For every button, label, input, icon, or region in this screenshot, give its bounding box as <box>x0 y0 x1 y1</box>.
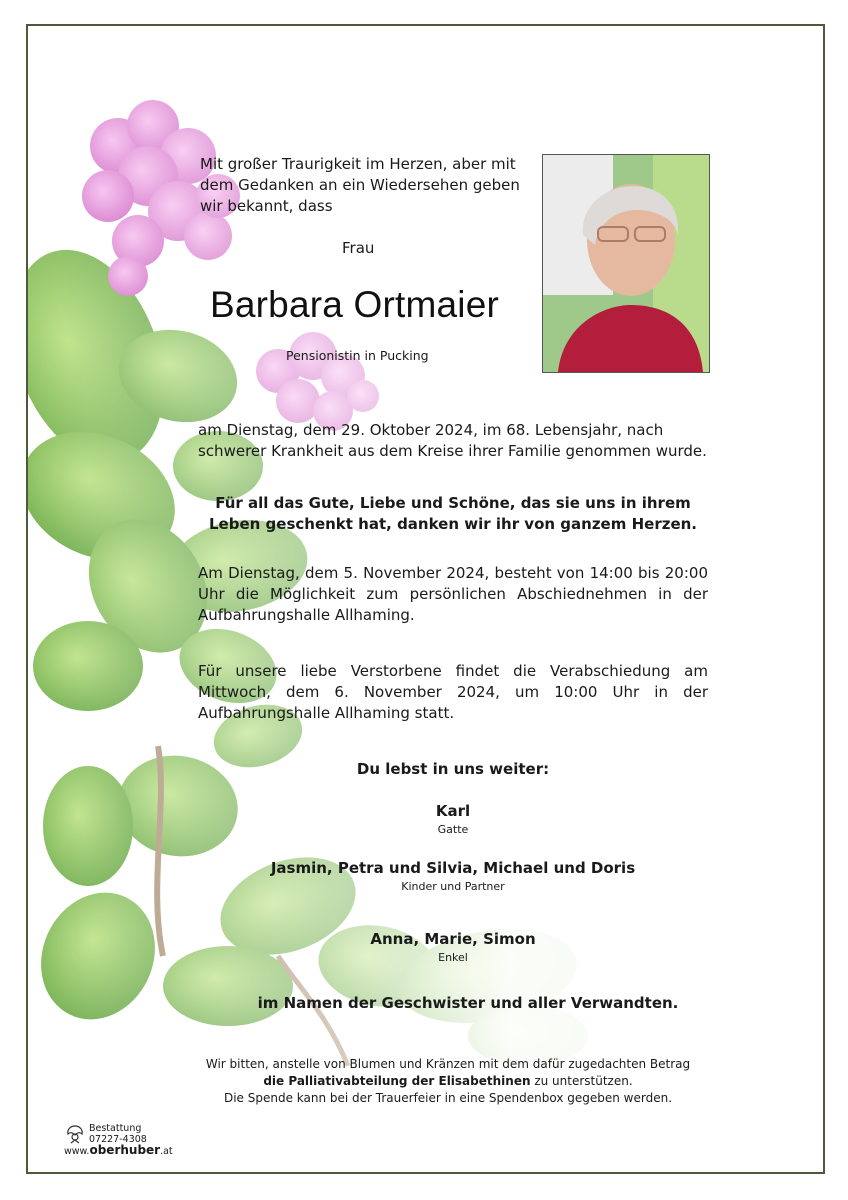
funeral-home-label: Bestattung <box>89 1123 142 1134</box>
donation-line-3: Die Spende kann bei der Trauerfeier in eine Spendenbox gegeben werden. <box>223 1091 673 1105</box>
mourner-relation: Gatte <box>437 823 469 836</box>
mourner-names: Anna, Marie, Simon <box>370 930 536 948</box>
donation-request <box>168 1056 728 1107</box>
mourner-group <box>198 929 708 966</box>
funeral-home-logo <box>64 1123 180 1157</box>
mourner-relation: Enkel <box>438 951 468 964</box>
donation-line-2-rest: zu unterstützen. <box>530 1074 633 1088</box>
farewell-viewing: Am Dienstag, dem 5. November 2024, besteht von 14:00 bis 20:00 Uhr die Möglichkeit zum persönlichen Abschiednehmen in der Aufbahrungshalle Allhaming. <box>198 564 708 624</box>
intro-text: Mit großer Traurigkeit im Herzen, aber mit dem Gedanken an ein Wiedersehen geben wir bekannt, dass <box>200 155 520 215</box>
donation-organization: die Palliativabteilung der Elisabethinen <box>263 1074 531 1088</box>
url-prefix: www. <box>64 1146 90 1157</box>
deceased-name: Barbara Ortmaier <box>210 284 500 325</box>
farewell-ceremony: Für unsere liebe Verstorbene findet die Verabschiedung am Mittwoch, dem 6. November 2024, um 10:00 Uhr in der Aufbahrungshalle Allhaming statt. <box>198 662 708 722</box>
donation-line-1: Wir bitten, anstelle von Blumen und Kränzen mit dem dafür zugedachten Betrag <box>205 1057 691 1071</box>
angel-icon <box>64 1123 86 1145</box>
death-announcement: am Dienstag, dem 29. Oktober 2024, im 68. Lebensjahr, nach schwerer Krankheit aus dem Kreise ihrer Familie genommen wurde. <box>198 421 707 460</box>
mourner-names: Jasmin, Petra und Silvia, Michael und Doris <box>270 859 636 877</box>
motto: Du lebst in uns weiter: <box>356 760 550 778</box>
funeral-home-phone: 07227-4308 <box>89 1134 147 1145</box>
thanks-text: Für all das Gute, Liebe und Schöne, das sie uns in ihrem Leben geschenkt hat, danken wir ihr von ganzem Herzen. <box>209 494 697 533</box>
salutation: Frau <box>342 239 375 257</box>
mourner-group <box>198 801 708 838</box>
closing-line: im Namen der Geschwister und aller Verwandten. <box>257 994 679 1012</box>
obituary-frame <box>26 24 825 1174</box>
mourner-relation: Kinder und Partner <box>401 880 505 893</box>
portrait-photo <box>542 154 710 373</box>
donation-line-2 <box>168 1073 728 1090</box>
url-suffix: .at <box>160 1146 173 1157</box>
mourner-names: Karl <box>435 802 471 820</box>
url-brand: oberhuber <box>89 1143 161 1157</box>
mourner-group <box>198 858 708 895</box>
occupation: Pensionistin in Pucking <box>286 348 429 363</box>
